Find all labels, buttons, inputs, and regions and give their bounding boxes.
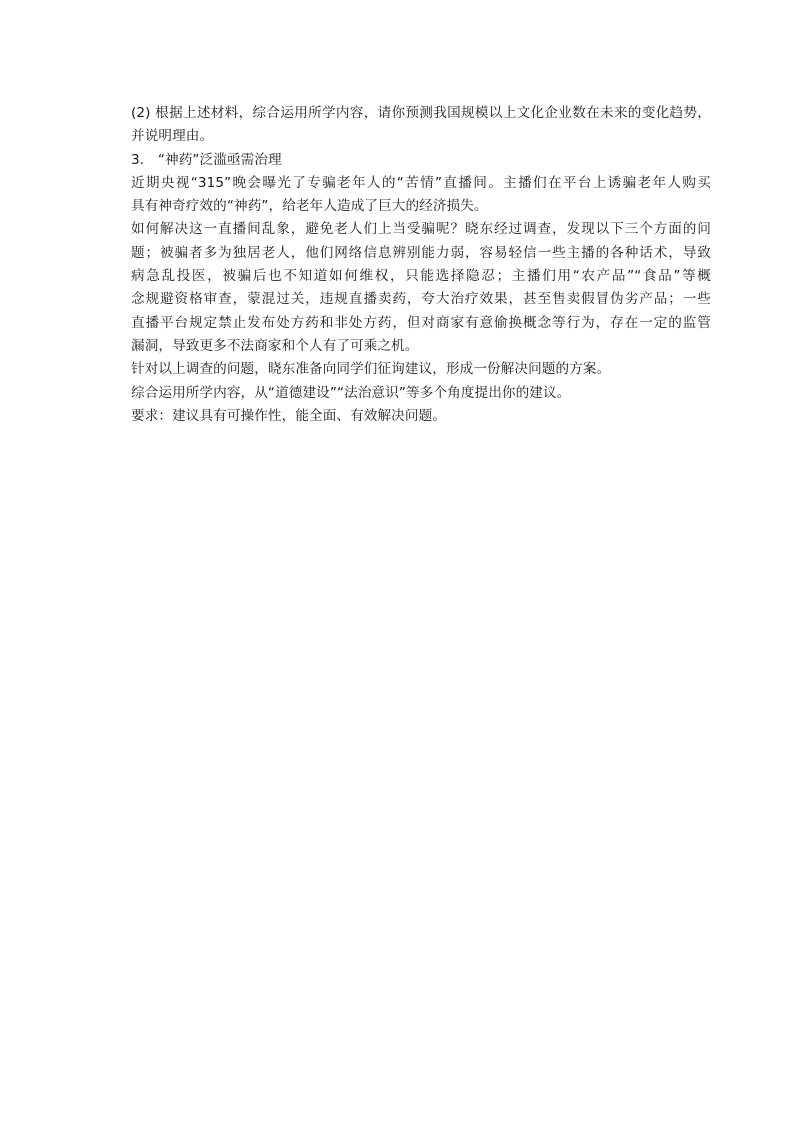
- requirement-line: 要求：建议具有可操作性，能全面、有效解决问题。: [131, 407, 446, 424]
- section-3-heading: 3. “神药”泛滥亟需治理: [131, 151, 282, 168]
- paragraph-3: 针对以上调查的问题，晓东准备向同学们征询建议，形成一份解决问题的方案。: [131, 361, 611, 378]
- paragraph-1-line-2: 具有神奇疗效的“神药”，给老年人造成了巨大的经济损失。: [131, 198, 488, 215]
- paragraph-4: 综合运用所学内容，从“道德建设”“法治意识”等多个角度提出你的建议。: [131, 384, 571, 401]
- paragraph-2-line-2: 题；被骗者多为独居老人，他们网络信息辨别能力弱，容易轻信一些主播的各种话术，导致: [131, 244, 711, 261]
- paragraph-2-line-4: 念规避资格审查，蒙混过关，违规直播卖药，夸大治疗效果，甚至售卖假冒伪劣产品；一些: [131, 291, 711, 308]
- paragraph-2-line-5: 直播平台规定禁止发布处方药和非处方药，但对商家有意偷换概念等行为，存在一定的监管: [131, 314, 711, 331]
- paragraph-2-line-3: 病急乱投医，被骗后也不知道如何维权，只能选择隐忍；主播们用“农产品”“食品”等概: [131, 268, 711, 285]
- question-2-line-2: 并说明理由。: [131, 128, 214, 145]
- paragraph-2-line-6: 漏洞，导致更多不法商家和个人有了可乘之机。: [131, 337, 419, 354]
- question-2-line-1: (2) 根据上述材料，综合运用所学内容，请你预测我国规模以上文化企业数在未来的变化趋势，: [131, 105, 711, 121]
- paragraph-1-line-1: 近期央视“315”晚会曝光了专骗老年人的“苦情”直播间。主播们在平台上诱骗老年人购买: [131, 174, 711, 191]
- document-body: [131, 102, 711, 428]
- paragraph-2-line-1: 如何解决这一直播间乱象，避免老人们上当受骗呢？晓东经过调查，发现以下三个方面的问: [131, 221, 711, 238]
